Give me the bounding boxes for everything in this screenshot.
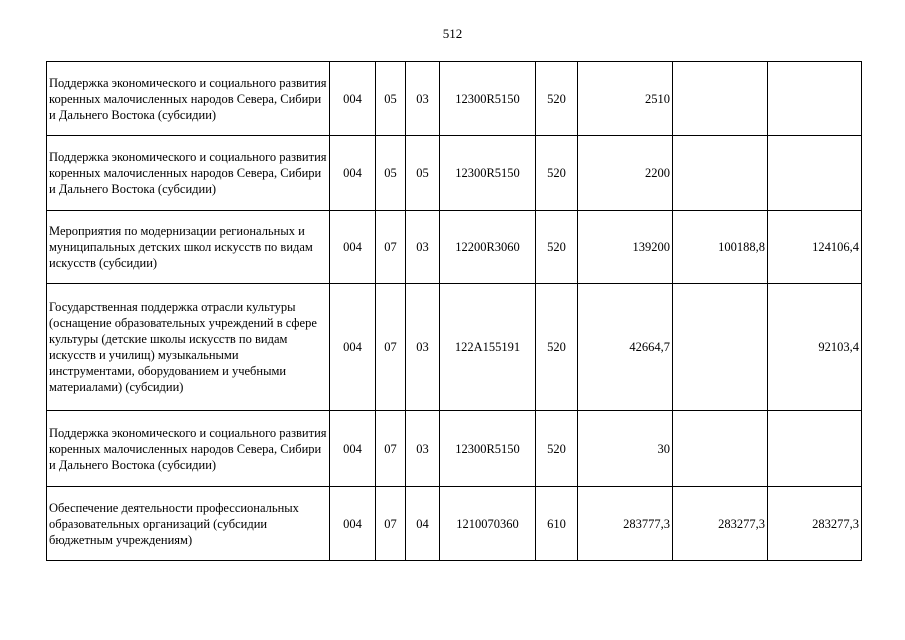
row-name-cell: Государственная поддержка отрасли культуры (оснащение образовательных учреждений в сфере культуры (детские школы искусств по видам искусств и училищ) музыкальными инструментами, оборудованием и учебными материалами) (субсидии) xyxy=(47,284,330,411)
ministry-code-cell: 004 xyxy=(330,136,376,211)
sum-year3-cell: 92103,4 xyxy=(768,284,862,411)
target-code-cell: 12300R5150 xyxy=(440,62,536,136)
target-code-cell: 122A155191 xyxy=(440,284,536,411)
subsection-code-cell: 03 xyxy=(406,211,440,284)
sum-year3-cell: 124106,4 xyxy=(768,211,862,284)
target-code-cell: 12300R5150 xyxy=(440,411,536,487)
subsection-code-cell: 05 xyxy=(406,136,440,211)
expense-type-cell: 520 xyxy=(536,211,578,284)
expense-type-cell: 520 xyxy=(536,136,578,211)
sum-year1-cell: 283777,3 xyxy=(578,487,673,561)
table-row xyxy=(47,62,862,136)
sum-year1-cell: 30 xyxy=(578,411,673,487)
page-number: 512 xyxy=(442,26,463,41)
target-code-cell: 12200R3060 xyxy=(440,211,536,284)
subsection-code-cell: 03 xyxy=(406,411,440,487)
table-row xyxy=(47,411,862,487)
sum-year3-cell xyxy=(768,136,862,211)
section-code-cell: 07 xyxy=(376,211,406,284)
section-code-cell: 07 xyxy=(376,411,406,487)
subsection-code-cell: 04 xyxy=(406,487,440,561)
sum-year2-cell: 283277,3 xyxy=(673,487,768,561)
table-row xyxy=(47,487,862,561)
row-name-cell: Поддержка экономического и социального развития коренных малочисленных народов Севера, Сибири и Дальнего Востока (субсидии) xyxy=(47,411,330,487)
section-code-cell: 07 xyxy=(376,284,406,411)
target-code-cell: 1210070360 xyxy=(440,487,536,561)
sum-year2-cell xyxy=(673,411,768,487)
sum-year1-cell: 2510 xyxy=(578,62,673,136)
sum-year2-cell xyxy=(673,62,768,136)
sum-year1-cell: 2200 xyxy=(578,136,673,211)
sum-year3-cell xyxy=(768,62,862,136)
sum-year2-cell xyxy=(673,136,768,211)
row-name-cell: Поддержка экономического и социального развития коренных малочисленных народов Севера, Сибири и Дальнего Востока (субсидии) xyxy=(47,136,330,211)
target-code-cell: 12300R5150 xyxy=(440,136,536,211)
section-code-cell: 05 xyxy=(376,62,406,136)
table-row xyxy=(47,136,862,211)
expense-type-cell: 520 xyxy=(536,62,578,136)
section-code-cell: 05 xyxy=(376,136,406,211)
subsection-code-cell: 03 xyxy=(406,284,440,411)
row-name-cell: Мероприятия по модернизации региональных и муниципальных детских школ искусств по видам искусств (субсидии) xyxy=(47,211,330,284)
budget-table xyxy=(46,61,862,561)
row-name-cell: Поддержка экономического и социального развития коренных малочисленных народов Севера, Сибири и Дальнего Востока (субсидии) xyxy=(47,62,330,136)
sum-year2-cell xyxy=(673,284,768,411)
section-code-cell: 07 xyxy=(376,487,406,561)
ministry-code-cell: 004 xyxy=(330,62,376,136)
row-name-cell: Обеспечение деятельности профессиональных образовательных организаций (субсидии бюджетным учреждениям) xyxy=(47,487,330,561)
table-row xyxy=(47,211,862,284)
sum-year3-cell: 283277,3 xyxy=(768,487,862,561)
expense-type-cell: 520 xyxy=(536,284,578,411)
subsection-code-cell: 03 xyxy=(406,62,440,136)
table-row xyxy=(47,284,862,411)
ministry-code-cell: 004 xyxy=(330,284,376,411)
sum-year1-cell: 42664,7 xyxy=(578,284,673,411)
sum-year2-cell: 100188,8 xyxy=(673,211,768,284)
expense-type-cell: 520 xyxy=(536,411,578,487)
sum-year1-cell: 139200 xyxy=(578,211,673,284)
ministry-code-cell: 004 xyxy=(330,411,376,487)
sum-year3-cell xyxy=(768,411,862,487)
ministry-code-cell: 004 xyxy=(330,487,376,561)
ministry-code-cell: 004 xyxy=(330,211,376,284)
expense-type-cell: 610 xyxy=(536,487,578,561)
